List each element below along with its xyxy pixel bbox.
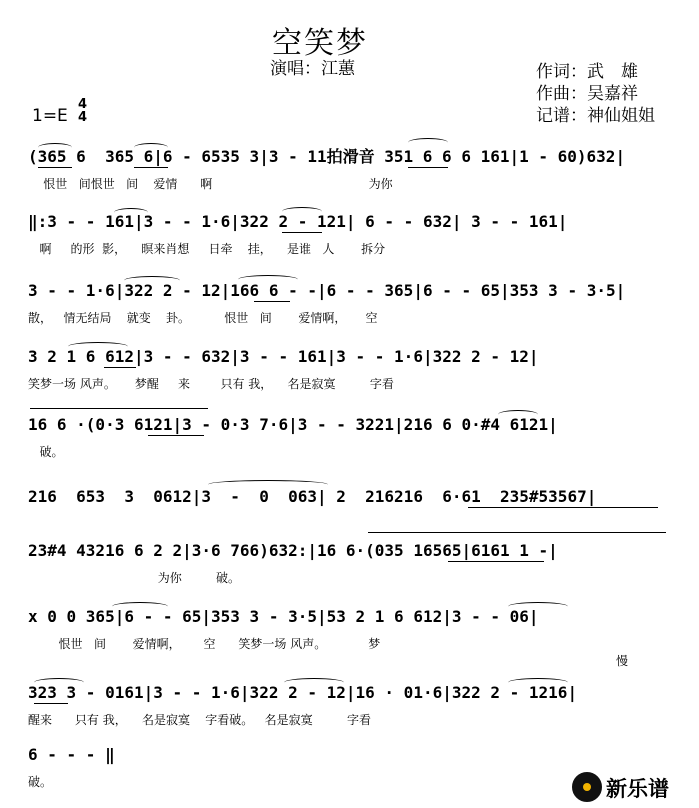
score-notes-8: x 0 0 365|6 - - 65|353 3 - 3·5|53 2 1 6 612|3 - - 06| — [28, 607, 539, 626]
score-notes-5: 16 6 ·(0·3 6121|3 - 0·3 7·6|3 - - 3221|216 6 0·#4 6121| — [28, 415, 558, 434]
score-notes-3: 3 - - 1·6|322 2 - 12|166 6 - -|6 - - 365|6 - - 65|353 3 - 3·5| — [28, 281, 626, 300]
score-lyrics-8: 恨世 间 爱情啊， 空 笑梦一场 风声。 梦 — [28, 637, 381, 651]
tempo-slow-marking: 慢 — [616, 654, 629, 668]
score-notes-2: ‖:3 - - 161|3 - - 1·6|322 2 - 121| 6 - - 632| 3 - - 161| — [28, 212, 568, 231]
singer: 演唱：江蕙 — [270, 59, 355, 79]
score-notes-10: 6 - - - ‖ — [28, 745, 115, 764]
score-lyrics-4: 笑梦一场 风声。 梦醒 来 只有 我， 名是寂寞 字看 — [28, 377, 394, 391]
transcriber: 记谱：神仙姐姐 — [536, 106, 655, 126]
time-signature-bottom: 4 — [78, 110, 88, 125]
score-lyrics-1: 恨世 间恨世 间 爱情 啊 为你 — [28, 177, 393, 191]
score-lyrics-9: 醒来 只有 我， 名是寂寞 字看破。 名是寂寞 字看 — [28, 713, 371, 727]
score-notes-4: 3 2 1 6 612|3 - - 632|3 - - 161|3 - - 1·6|322 2 - 12| — [28, 347, 539, 366]
site-logo — [572, 772, 692, 802]
song-title: 空笑梦 — [272, 26, 368, 61]
time-signature-top: 4 — [78, 97, 88, 112]
key-signature: 1=E — [32, 106, 68, 126]
score-notes-1: (365 6 365 6|6 - 6535 3|3 - 11拍滑音 351 6 6 6 161|1 - 60)632| — [28, 147, 626, 166]
score-lyrics-6 — [28, 515, 666, 533]
logo-text: 新乐谱 — [606, 777, 669, 801]
composer: 作曲：吴嘉祥 — [536, 84, 638, 104]
lyricist: 作词：武 雄 — [536, 62, 638, 82]
score-lyrics-3: 散， 情无结局 就变 卦。 恨世 间 爱情啊， 空 — [28, 311, 378, 325]
time-signature — [78, 98, 87, 124]
score-lyrics-10: 破。 — [28, 775, 53, 789]
music-disc-icon — [572, 772, 602, 802]
score-notes-9: 323 3 - 0161|3 - - 1·6|322 2 - 12|16 · 01·6|322 2 - 1216| — [28, 683, 578, 702]
score-lyrics-7: 为你 破。 — [28, 571, 241, 585]
score-notes-7: 23#4 43216 6 2 2|3·6 766)632:|16 6·(035 16565|6161 1 -| — [28, 541, 558, 560]
score-notes-6: 216 653 3 0612|3 - 0 063| 2 216216 6·61 235#53567| — [28, 487, 597, 506]
score-lyrics-5: 破。 — [28, 445, 64, 459]
score-lyrics-2: 啊 的形 影， 暝来肖想 日牵 挂， 是谁 人 拆分 — [28, 242, 386, 256]
